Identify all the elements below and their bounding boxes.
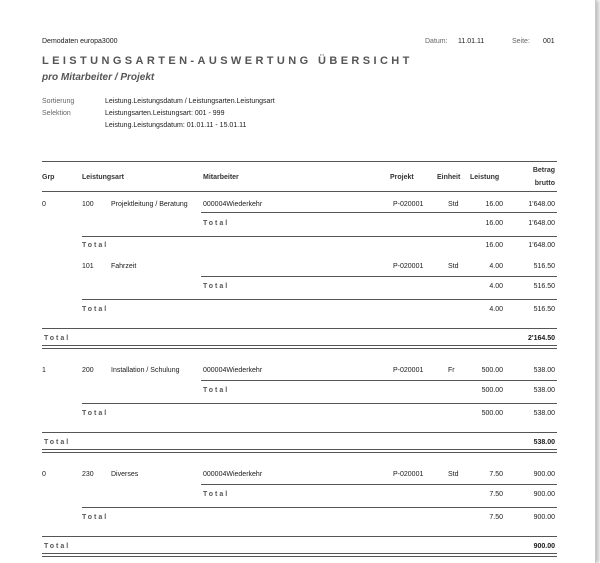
date-label: Datum:	[425, 38, 448, 45]
unit: Std	[448, 471, 459, 478]
betrag-value: 538.00	[533, 367, 555, 374]
type-rule	[82, 236, 557, 237]
type-total-leistung: 500.00	[481, 410, 503, 417]
type-name: Diverses	[111, 471, 139, 478]
employee-total-label: Total	[203, 220, 230, 227]
type-name: Installation / Schulung	[111, 367, 180, 374]
betrag-value: 900.00	[533, 471, 555, 478]
type-rule	[82, 299, 557, 300]
employee-total-leistung: 4.00	[489, 283, 503, 290]
type-total-label: Total	[82, 242, 109, 249]
col-projekt: Projekt	[390, 174, 414, 181]
unit: Std	[448, 263, 459, 270]
col-einheit: Einheit	[437, 174, 461, 181]
group-total-label: Total	[44, 543, 71, 550]
header-bottom-rule	[42, 191, 557, 192]
type-code: 200	[82, 367, 94, 374]
group-double-rule	[42, 449, 557, 453]
group-total-label: Total	[44, 335, 71, 342]
type-total-betrag: 1'648.00	[528, 242, 555, 249]
leistung-value: 4.00	[489, 263, 503, 270]
employee-total-leistung: 16.00	[485, 220, 503, 227]
col-mitarbeiter: Mitarbeiter	[203, 174, 239, 181]
selection-label: Selektion	[42, 110, 71, 117]
type-total-leistung: 7.50	[489, 514, 503, 521]
employee-name: 000004Wiederkehr	[203, 201, 263, 208]
employee-total-label: Total	[203, 283, 230, 290]
group-total-betrag: 900.00	[533, 543, 555, 550]
col-leistung: Leistung	[470, 174, 500, 181]
employee-name: 000004Wiederkehr	[203, 471, 263, 478]
employee-total-leistung: 500.00	[481, 387, 503, 394]
group-rule	[42, 432, 557, 433]
employee-rule	[201, 484, 557, 485]
col-grp: Grp	[42, 174, 55, 181]
leistung-value: 500.00	[481, 367, 503, 374]
page-label: Seite:	[512, 38, 530, 45]
sort-label: Sortierung	[42, 98, 75, 105]
type-code: 230	[82, 471, 94, 478]
group-rule	[42, 328, 557, 329]
type-total-label: Total	[82, 410, 109, 417]
type-total-betrag: 538.00	[533, 410, 555, 417]
group-id: 1	[42, 367, 46, 374]
group-id: 0	[42, 201, 46, 208]
leistung-value: 7.50	[489, 471, 503, 478]
report-title: LEISTUNGSARTEN-AUSWERTUNG ÜBERSICHT	[42, 55, 413, 67]
company-name: Demodaten europa3000	[42, 38, 118, 45]
unit: Std	[448, 201, 459, 208]
page-number: 001	[543, 38, 555, 45]
col-brutto: brutto	[534, 180, 555, 187]
report-subtitle: pro Mitarbeiter / Projekt	[42, 72, 155, 83]
header-top-rule	[42, 161, 557, 162]
date-value: 11.01.11	[458, 38, 485, 45]
type-total-label: Total	[82, 306, 109, 313]
type-rule	[82, 403, 557, 404]
type-name: Projektleitung / Beratung	[111, 201, 188, 208]
group-total-betrag: 2'164.50	[528, 335, 555, 342]
type-total-betrag: 900.00	[533, 514, 555, 521]
employee-rule	[201, 212, 557, 213]
type-total-label: Total	[82, 514, 109, 521]
employee-total-label: Total	[203, 491, 230, 498]
employee-rule	[201, 380, 557, 381]
project-code: P-020001	[393, 367, 424, 374]
type-name: Fahrzeit	[111, 263, 137, 270]
employee-rule	[201, 276, 557, 277]
type-total-leistung: 16.00	[485, 242, 503, 249]
group-double-rule	[42, 345, 557, 349]
employee-total-betrag: 538.00	[533, 387, 555, 394]
leistung-value: 16.00	[485, 201, 503, 208]
group-id: 0	[42, 471, 46, 478]
betrag-value: 1'648.00	[528, 201, 555, 208]
employee-total-betrag: 900.00	[533, 491, 555, 498]
group-total-betrag: 538.00	[533, 439, 555, 446]
type-rule	[82, 507, 557, 508]
project-code: P-020001	[393, 201, 424, 208]
type-total-leistung: 4.00	[489, 306, 503, 313]
employee-total-leistung: 7.50	[489, 491, 503, 498]
sort-value: Leistung.Leistungsdatum / Leistungsarten.Leistungsart	[105, 98, 275, 105]
employee-name: 000004Wiederkehr	[203, 367, 263, 374]
employee-total-label: Total	[203, 387, 230, 394]
project-code: P-020001	[393, 263, 424, 270]
betrag-value: 516.50	[533, 263, 555, 270]
group-total-label: Total	[44, 439, 71, 446]
employee-total-betrag: 1'648.00	[528, 220, 555, 227]
project-code: P-020001	[393, 471, 424, 478]
group-double-rule	[42, 553, 557, 557]
type-code: 100	[82, 201, 94, 208]
col-leistungsart: Leistungsart	[82, 174, 125, 181]
selection-value-type: Leistungsarten.Leistungsart: 001 - 999	[105, 110, 225, 117]
selection-value-date: Leistung.Leistungsdatum: 01.01.11 - 15.01.11	[105, 122, 247, 129]
unit: Fr	[448, 367, 455, 374]
group-rule	[42, 536, 557, 537]
employee-total-betrag: 516.50	[533, 283, 555, 290]
col-betrag: Betrag	[532, 167, 555, 174]
type-code: 101	[82, 263, 94, 270]
type-total-betrag: 516.50	[533, 306, 555, 313]
